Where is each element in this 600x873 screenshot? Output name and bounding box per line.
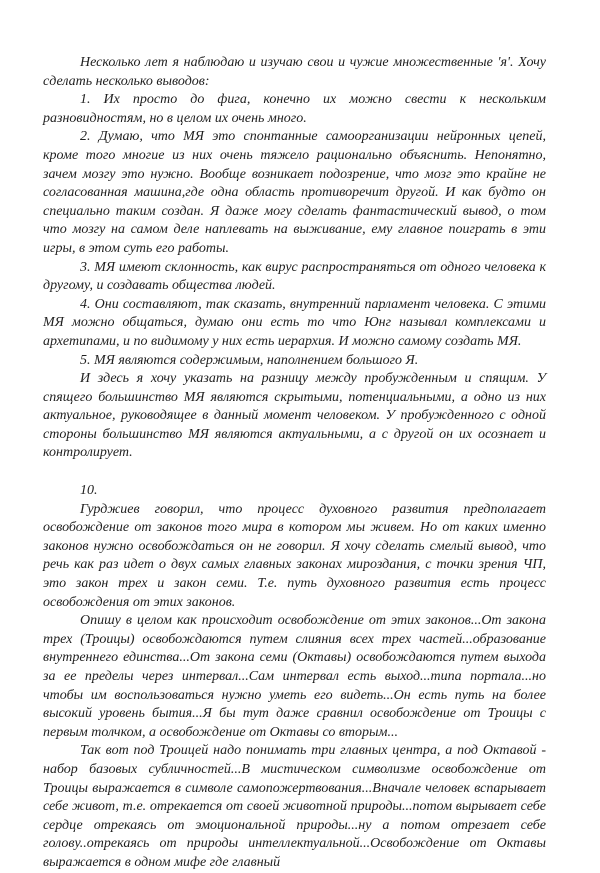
paragraph-item-1: 1. Их просто до фига, конечно их можно свести к нескольким разновидностям, но в целом их очень много. (43, 92, 546, 126)
paragraph-awake-asleep: И здесь я хочу указать на разницу между пробужденным и спящим. У спящего большинство МЯ являются скрытыми, потенциальными, а одно из них актуальное, руководящее в данный момент человеком. У пробужденного с одной стороны большинство МЯ являются актуальными, а с другой он их осознает и контролирует. (43, 371, 546, 461)
paragraph-item-4: 4. Они составляют, так сказать, внутренний парламент человека. С этими МЯ можно общаться, думаю они есть то что Юнг называл комплексами и архетипами, и по видимому у них есть иерархия. И можно самому создать МЯ. (43, 296, 546, 349)
section-number: 10. (80, 483, 98, 499)
paragraph-item-3: 3. МЯ имеют склонность, как вирус распространяться от одного человека к другому, и создавать общества людей. (43, 259, 546, 294)
paragraph-gurdjieff: Гурджиев говорил, что процесс духовного развития предполагает освобождение от законов того мира в котором мы живем. Но от каких именно законов нужно освобождаться он не говорил. Я хочу сделать смелый вывод, что речь как раз идет о двух самых главных законах мироздания, с точки зрения ЧП, это закон трех и закон семи. Т.е. путь духовного развития есть процесс освобождения от этих законов. (43, 501, 546, 610)
paragraph-trinity-octave: Так вот под Троицей надо понимать три главных центра, а под Октавой - набор базовых субличностей...В мистическом символизме освобождение от Троицы выражается в символе самопожертвования...Вначале человек вспарывает себе живот, т.е. отрекается от своей животной природы...потом вырывает себе сердце отрекаясь от эмоциональной природы...ну а потом отрезает себе голову..отрекаясь от природы интеллектуальной...Освобождение от Октавы выражается в одном мифе где главный (43, 743, 546, 870)
paragraph-item-2: 2. Думаю, что МЯ это спонтанные самоорганизации нейронных цепей, кроме того многие из них очень тяжело рационально объяснить. Непонятно, зачем мозгу это нужно. Вообще возникает подозрение, что мозг это крайне не согласованная машина,где одна область противоречит другой. И как будто он специально таким создан. Я даже могу сделать фантастический вывод, о том что мозгу на самом деле наплевать на выживание, ему главное поиграть в эти игры, в этом суть его работы. (43, 129, 546, 256)
paragraph-liberation-laws: Опишу в целом как происходит освобождение от этих законов...От закона трех (Троицы) освобождаются путем слияния всех трех частей...образование внутреннего единства...От закона семи (Октавы) освобождаются путем выхода за ее пределы через интервал...Сам интервал есть выход...типа портала...но чтобы им воспользоваться нужно уметь его видеть...Он есть путь на более высокий уровень бытия...Я бы тут даже сравнил освобождение от Троицы с первым толчком, а освобождение от Октавы со вторым... (43, 613, 546, 740)
paragraph-intro: Несколько лет я наблюдаю и изучаю свои и чужие множественные 'я'. Хочу сделать несколько выводов: (43, 55, 546, 89)
paragraph-item-5: 5. МЯ являются содержимым, наполнением большого Я. (80, 352, 419, 368)
text-block (43, 54, 546, 873)
